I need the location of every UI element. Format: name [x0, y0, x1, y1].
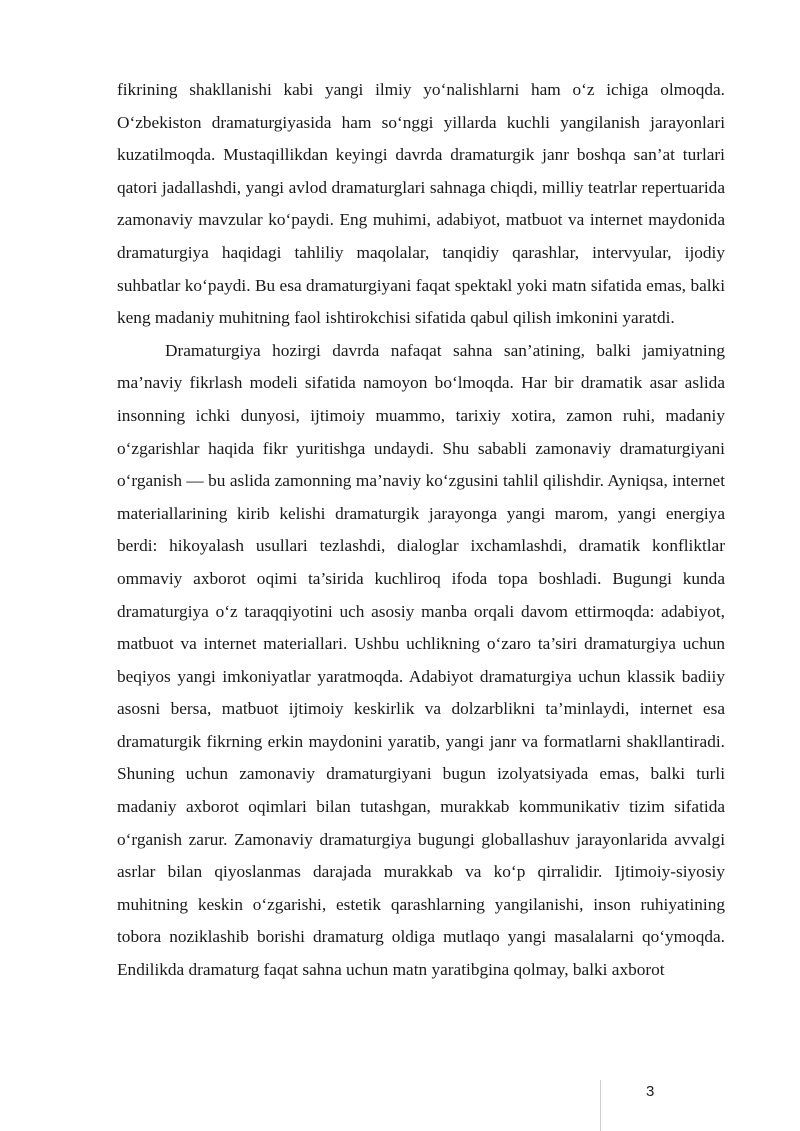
body-paragraph-1: fikrining shakllanishi kabi yangi ilmiy yo‘nalishlarni ham o‘z ichiga olmoqda. O‘zbekiston dramaturgiyasida ham so‘nggi yillarda kuchli yangilanish jarayonlari kuzatilmoqda. Mustaqillikdan keyingi davrda dramaturgik janr boshqa san’at turlari qatori jadallashdi, yangi avlod dramaturglari sahnaga chiqdi, milliy teatrlar repertuarida zamonaviy mavzular ko‘paydi. Eng muhimi, adabiyot, matbuot va internet maydonida dramaturgiya haqidagi tahliliy maqolalar, tanqidiy qarashlar, intervyular, ijodiy suhbatlar ko‘paydi. Bu esa dramaturgiyani faqat spektakl yoki matn sifatida emas, balki keng madaniy muhitning faol ishtirokchisi sifatida qabul qilish imkonini yaratdi.	[117, 80, 725, 328]
body-paragraph-2: Dramaturgiya hozirgi davrda nafaqat sahna san’atining, balki jamiyatning ma’naviy fikrlash modeli sifatida namoyon bo‘lmoqda. Har bir dramatik asar aslida insonning ichki dunyosi, ijtimoiy muammo, tarixiy xotira, zamon ruhi, madaniy o‘zgarishlar haqida fikr yuritishga undaydi. Shu sababli zamonaviy dramaturgiyani o‘rganish — bu aslida zamonning ma’naviy ko‘zgusini tahlil qilishdir. Ayniqsa, internet materiallarining kirib kelishi dramaturgik jarayonga yangi marom, yangi energiya berdi: hikoyalash usullari tezlashdi, dialoglar ixchamlashdi, dramatik konfliktlar ommaviy axborot oqimi ta’sirida kuchliroq ifoda topa boshladi. Bugungi kunda dramaturgiya o‘z taraqqiyotini uch asosiy manba orqali davom ettirmoqda: adabiyot, matbuot va internet materiallari. Ushbu uchlikning o‘zaro ta’siri dramaturgiya uchun beqiyos yangi imkoniyatlar yaratmoqda. Adabiyot dramaturgiya uchun klassik badiiy asosni bersa, matbuot ijtimoiy keskirlik va dolzarblikni ta’minlaydi, internet esa dramaturgik fikrning erkin maydonini yaratib, yangi janr va formatlarni shakllantiradi. Shuning uchun zamonaviy dramaturgiyani bugun izolyatsiyada emas, balki turli madaniy axborot oqimlari bilan tutashgan, murakkab kommunikativ tizim sifatida o‘rganish zarur. Zamonaviy dramaturgiya bugungi globallashuv jarayonlarida avvalgi asrlar bilan qiyoslanmas darajada murakkab va ko‘p qirralidir. Ijtimoiy-siyosiy muhitning keskin o‘zgarishi, estetik qarashlarning yangilanishi, inson ruhiyatining tobora noziklashib borishi dramaturg oldiga mutlaqo yangi masalalarni qo‘ymoqda. Endilikda dramaturg faqat sahna uchun matn yaratibgina qolmay, balki axborot	[117, 340, 725, 980]
footer-divider	[600, 1080, 601, 1131]
document-page	[117, 74, 725, 987]
page-number: 3	[646, 1083, 655, 1100]
